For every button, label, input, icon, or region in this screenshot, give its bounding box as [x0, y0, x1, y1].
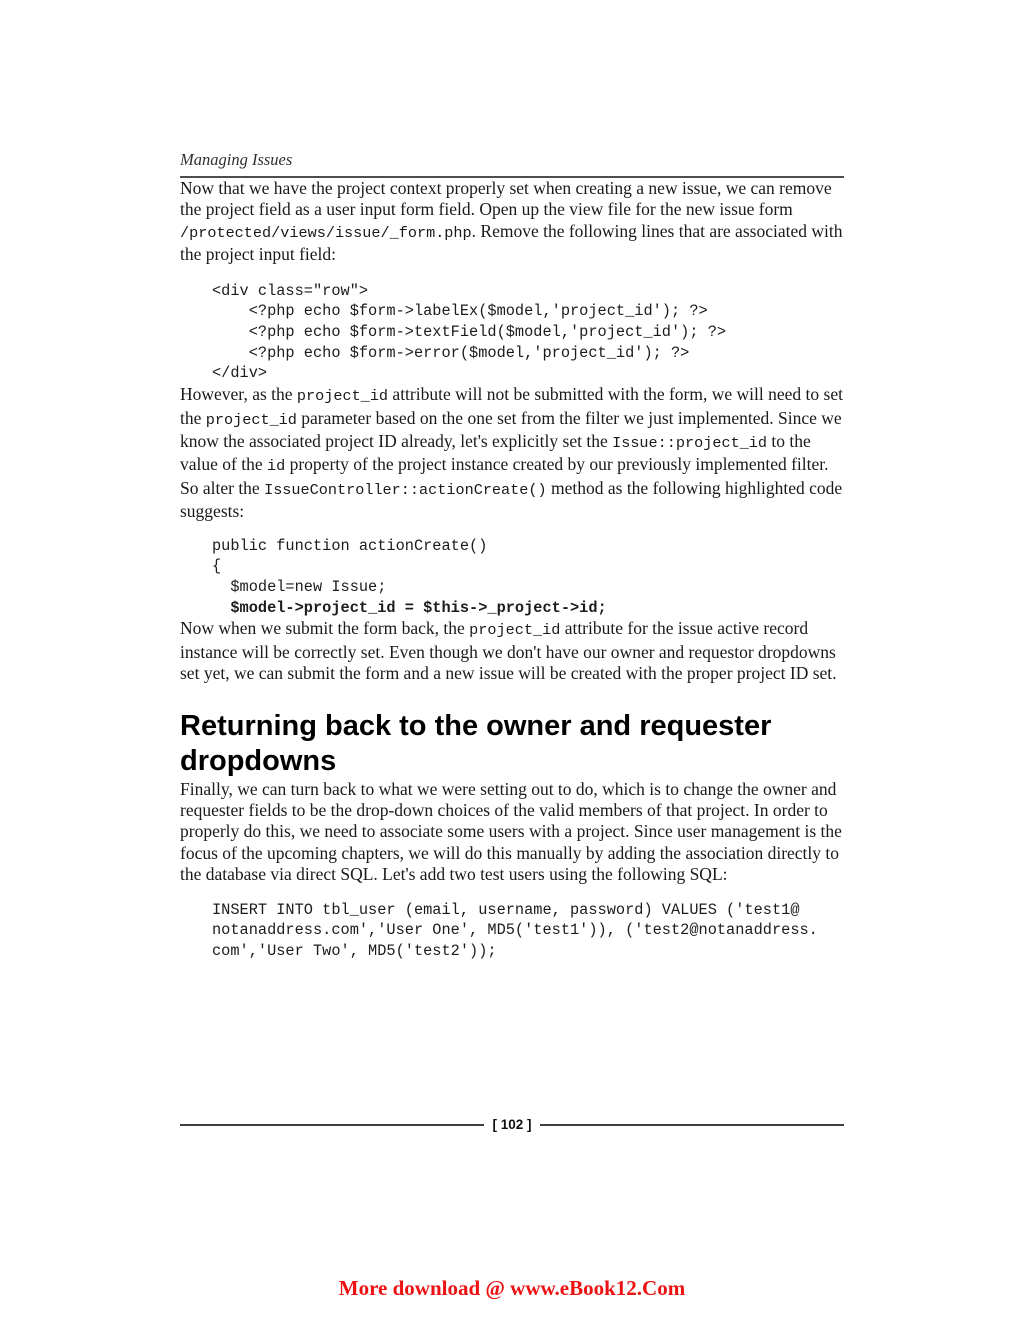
- page-footer: [180, 1117, 844, 1132]
- text-run: method as the following highlighted code suggests:: [180, 477, 843, 522]
- paragraph-remove-project-field: [180, 178, 844, 266]
- section-heading: Returning back to the owner and requester dropdowns: [180, 709, 772, 777]
- code-line: <?php echo $form->error($model,'project_id'); ?>: [212, 343, 690, 362]
- download-watermark: More download @ www.eBook12.Com: [338, 1276, 686, 1300]
- paragraph-submit-form: [180, 618, 844, 684]
- text-run: . Remove the following lines that are associated with the project input field:: [180, 220, 843, 265]
- code-line: <div class="row">: [212, 281, 369, 300]
- inline-code-project-id: project_id: [205, 410, 297, 429]
- inline-code-form-path: /protected/views/issue/_form.php: [180, 223, 472, 242]
- running-header-title: Managing Issues: [180, 150, 293, 169]
- code-block-action-create: [212, 536, 844, 619]
- inline-code-issue-project-id: Issue::project_id: [612, 433, 768, 452]
- code-block-sql-insert: [212, 900, 844, 962]
- page-number: [ 102 ]: [492, 1117, 532, 1132]
- paragraph-finally: Finally, we can turn back to what we were setting out to do, which is to change the owner and requester fields to be the drop-down choices of the valid members of that project. In order to properly do this, we need to associate some users with a project. Since user management is the focus of the upcoming chapters, we will do this manually by adding the association directly to the database via direct SQL. Let's add two test users using the following SQL:: [180, 778, 842, 885]
- code-line: INSERT INTO tbl_user (email, username, password) VALUES ('test1@: [212, 900, 800, 919]
- inline-code-project-id: project_id: [469, 621, 561, 640]
- code-line: {: [212, 557, 222, 576]
- text-run: property of the project instance created by our previously implemented filter. So alter the: [180, 454, 829, 498]
- paragraph-set-project-id: [180, 384, 844, 522]
- code-line: </div>: [212, 364, 268, 383]
- text-run: Now that we have the project context properly set when creating a new issue, we can remove the project field as a user input form field. Open up the view file for the new issue form: [180, 178, 832, 220]
- footer-rule-right: [540, 1124, 844, 1126]
- code-line: $model=new Issue;: [212, 577, 387, 596]
- code-line-highlighted: $model->project_id = $this->_project->id;: [212, 598, 607, 617]
- inline-code-action-create: IssueController::actionCreate(): [264, 480, 547, 499]
- text-run: However, as the: [180, 384, 297, 405]
- inline-code-id: id: [266, 457, 286, 476]
- code-block-view-form: [212, 281, 844, 385]
- text-run: attribute for the issue active record instance will be correctly set. Even though we don't have our owner and requestor dropdowns set yet, we can submit the form and a new issue will be created with the proper project ID set.: [180, 618, 837, 684]
- code-line: <?php echo $form->labelEx($model,'project_id'); ?>: [212, 302, 708, 321]
- page-content: [180, 150, 844, 962]
- text-run: Now when we submit the form back, the: [180, 618, 470, 639]
- code-line: public function actionCreate(): [212, 536, 488, 555]
- code-line: notanaddress.com','User One', MD5('test1')), ('test2@notanaddress.: [212, 921, 818, 940]
- text-run: parameter based on the one set from the filter we just implemented. Since we know the associated project ID already, let's explicitly set the: [180, 407, 842, 451]
- inline-code-project-id: project_id: [296, 387, 389, 406]
- running-header: [180, 150, 844, 178]
- code-line: com','User Two', MD5('test2'));: [212, 942, 497, 961]
- text-run: to the value of the: [180, 430, 811, 475]
- text-run: attribute will not be submitted with the form, we will need to set the: [180, 384, 843, 428]
- code-line: <?php echo $form->textField($model,'project_id'); ?>: [212, 323, 727, 342]
- footer-rule-left: [180, 1124, 484, 1126]
